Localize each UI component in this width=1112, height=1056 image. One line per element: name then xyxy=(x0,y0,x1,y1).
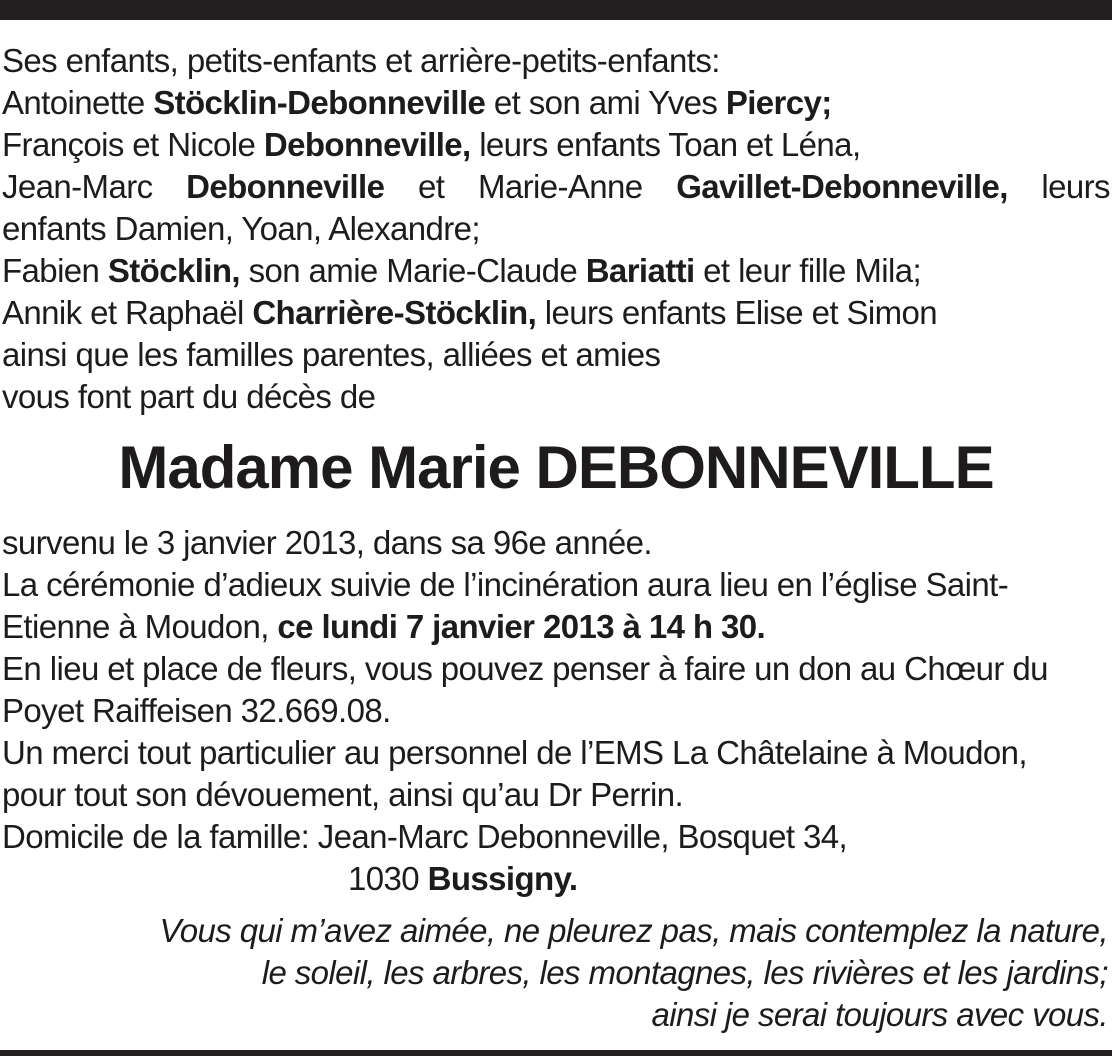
announcement-line xyxy=(0,334,1112,376)
poem-line: ainsi je serai toujours avec vous. xyxy=(651,996,1108,1033)
text-run: et xyxy=(417,168,445,205)
detail-line xyxy=(0,816,1112,858)
text-run: Fabien xyxy=(2,252,108,289)
announcement-line xyxy=(0,40,1112,82)
text-run: Poyet Raiffeisen 32.669.08. xyxy=(2,692,391,729)
text-run: pour tout son dévouement, ainsi qu’au Dr Perrin. xyxy=(2,776,684,813)
name-emphasis: Charrière-Stöcklin, xyxy=(252,294,537,331)
text-run: Etienne à Moudon, xyxy=(2,608,278,645)
announcement-line xyxy=(0,124,1112,166)
detail-line xyxy=(0,858,1112,900)
poem-line: Vous qui m’avez aimée, ne pleurez pas, mais contemplez la nature, xyxy=(159,912,1108,949)
detail-line xyxy=(0,564,1112,606)
announcement-line xyxy=(0,250,1112,292)
deceased-name: Madame Marie DEBONNEVILLE xyxy=(118,434,994,501)
announcement-line xyxy=(0,376,1112,418)
text-run: ainsi que les familles parentes, alliées et amies xyxy=(2,336,661,373)
text-run: et leur fille Mila; xyxy=(694,252,922,289)
text-run: survenu le 3 janvier 2013, dans sa 96e année. xyxy=(2,524,652,561)
name-emphasis: Stöcklin-Debonneville xyxy=(153,84,486,121)
bottom-rule xyxy=(0,1050,1112,1056)
text-run: Un merci tout particulier au personnel de l’EMS La Châtelaine à Moudon, xyxy=(2,734,1027,771)
name-emphasis: Bariatti xyxy=(585,252,695,289)
poem-line: le soleil, les arbres, les montagnes, les rivières et les jardins; xyxy=(261,954,1108,991)
detail-line xyxy=(0,606,1112,648)
detail-line xyxy=(0,522,1112,564)
name-emphasis: Bussigny. xyxy=(427,860,578,897)
detail-line xyxy=(0,774,1112,816)
text-run: leurs enfants Elise et Simon xyxy=(536,294,937,331)
top-rule xyxy=(0,0,1112,20)
name-emphasis: Debonneville xyxy=(186,168,385,205)
text-run: vous font part du décès de xyxy=(2,378,376,415)
text-run: Annik et Raphaël xyxy=(2,294,253,331)
text-run: 1030 xyxy=(348,860,428,897)
text-run: enfants Damien, Yoan, Alexandre; xyxy=(2,210,480,247)
text-run: et son ami Yves xyxy=(485,84,726,121)
text-run: leurs enfants Toan et Léna, xyxy=(470,126,861,163)
name-emphasis: ce lundi 7 janvier 2013 à 14 h 30. xyxy=(277,608,766,645)
name-emphasis: Gavillet-Debonneville, xyxy=(676,168,1008,205)
text-run: En lieu et place de fleurs, vous pouvez penser à faire un don au Chœur du xyxy=(2,650,1048,687)
text-run: Domicile de la famille: Jean-Marc Debonneville, Bosquet 34, xyxy=(2,818,848,855)
name-emphasis: Stöcklin, xyxy=(107,252,241,289)
name-emphasis: Debonneville, xyxy=(263,126,471,163)
text-run: Ses enfants, petits-enfants et arrière-petits-enfants: xyxy=(2,42,720,79)
announcement-line xyxy=(0,166,1112,208)
announcement-line xyxy=(0,208,1112,250)
text-run: Marie-Anne xyxy=(477,168,643,205)
announcement-line xyxy=(0,82,1112,124)
name-emphasis: Piercy; xyxy=(725,84,832,121)
detail-line xyxy=(0,648,1112,690)
text-run: son amie Marie-Claude xyxy=(240,252,586,289)
detail-line xyxy=(0,690,1112,732)
text-run: leurs xyxy=(1041,168,1110,205)
announcement-line xyxy=(0,292,1112,334)
detail-line xyxy=(0,732,1112,774)
text-run: La cérémonie d’adieux suivie de l’incinération aura lieu en l’église Saint- xyxy=(2,566,1009,603)
text-run: François et Nicole xyxy=(2,126,264,163)
text-run: Antoinette xyxy=(2,84,154,121)
text-run: Jean-Marc xyxy=(2,168,153,205)
